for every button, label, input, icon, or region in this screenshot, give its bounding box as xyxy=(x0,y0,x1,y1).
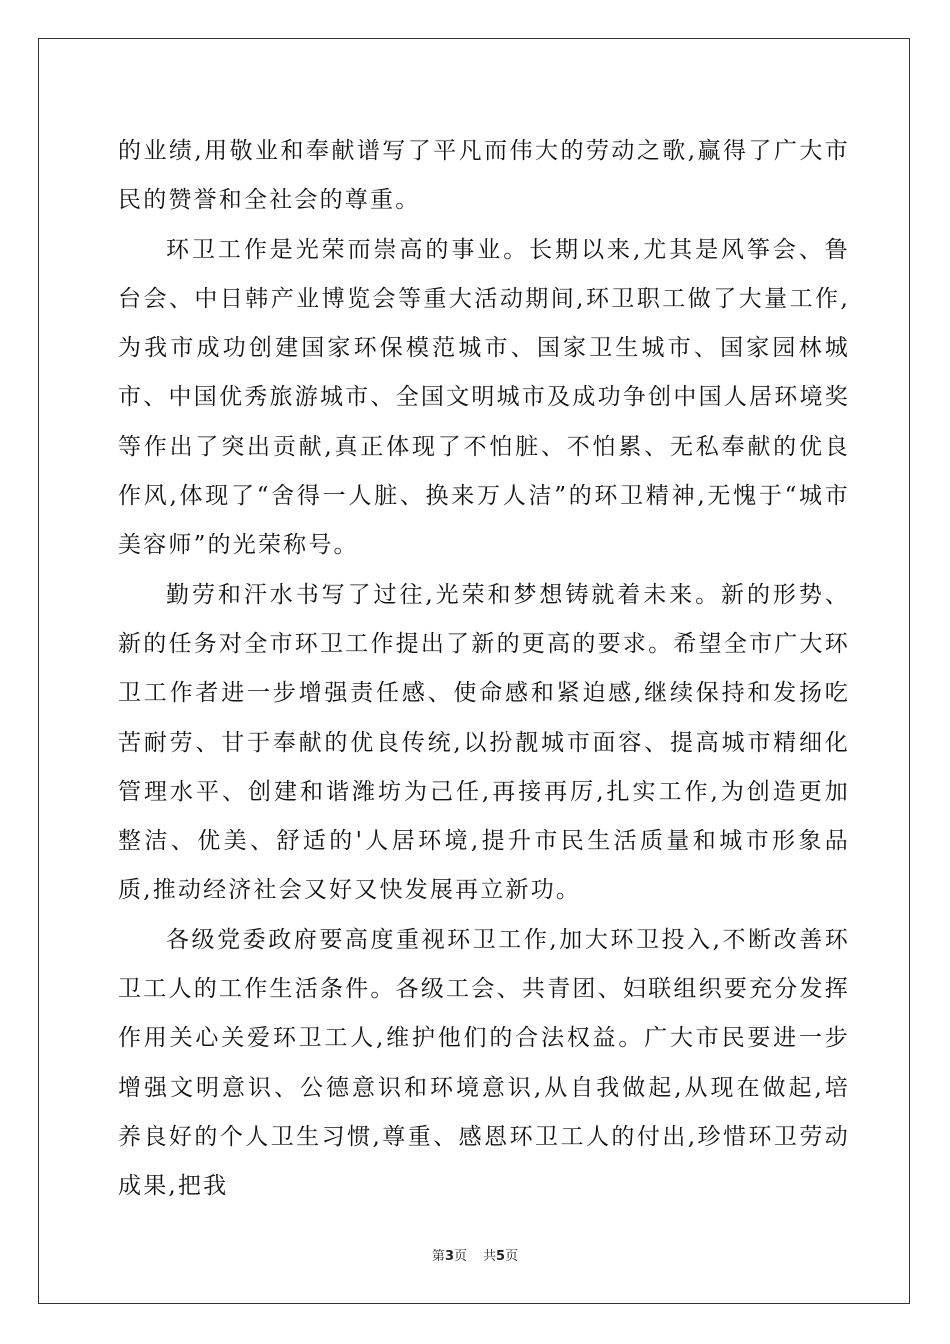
total-page-number: 5 xyxy=(496,1249,506,1264)
total-prefix: 共 xyxy=(483,1249,497,1264)
total-suffix: 页 xyxy=(505,1249,519,1264)
paragraph-3: 勤劳和汗水书写了过往,光荣和梦想铸就着未来。新的形势、新的任务对全市环卫工作提出了新的更高的要求。希望全市广大环卫工作者进一步增强责任感、使命感和紧迫感,继续保持和发扬吃苦耐劳、甘于奉献的优良传统,以扮靓城市面容、提高城市精细化管理水平、创建和谐潍坊为己任,再接再厉,扎实工作,为创造更加整洁、优美、舒适的'人居环境,提升市民生活质量和城市形象品质,推动经济社会又好又快发展再立新功。 xyxy=(118,581,850,904)
page-prefix: 第 xyxy=(431,1249,445,1264)
paragraph-4: 各级党委政府要高度重视环卫工作,加大环卫投入,不断改善环卫工人的工作生活条件。各级工会、共青团、妇联组织要充分发挥作用关心关爱环卫工人,维护他们的合法权益。广大市民要进一步增强文明意识、公德意识和环境意识,从自我做起,从现在做起,培养良好的个人卫生习惯,尊重、感恩环卫工人的付出,珍惜环卫劳动成果,把我 xyxy=(118,926,850,1200)
paragraph-1: 的业绩,用敬业和奉献谱写了平凡而伟大的劳动之歌,赢得了广大市民的赞誉和全社会的尊重。 xyxy=(118,138,850,214)
current-page-number: 3 xyxy=(444,1249,454,1264)
page-suffix: 页 xyxy=(453,1249,467,1264)
paragraph-2: 环卫工作是光荣而崇高的事业。长期以来,尤其是风筝会、鲁台会、中日韩产业博览会等重大活动期间,环卫职工做了大量工作,为我市成功创建国家环保模范城市、国家卫生城市、国家园林城市、中国优秀旅游城市、全国文明城市及成功争创中国人居环境奖等作出了突出贡献,真正体现了不怕脏、不怕累、无私奉献的优良作风,体现了“舍得一人脏、换来万人洁”的环卫精神,无愧于“城市美容师”的光荣称号。 xyxy=(118,236,850,559)
document-body xyxy=(118,127,850,1212)
page-footer xyxy=(0,1245,950,1264)
